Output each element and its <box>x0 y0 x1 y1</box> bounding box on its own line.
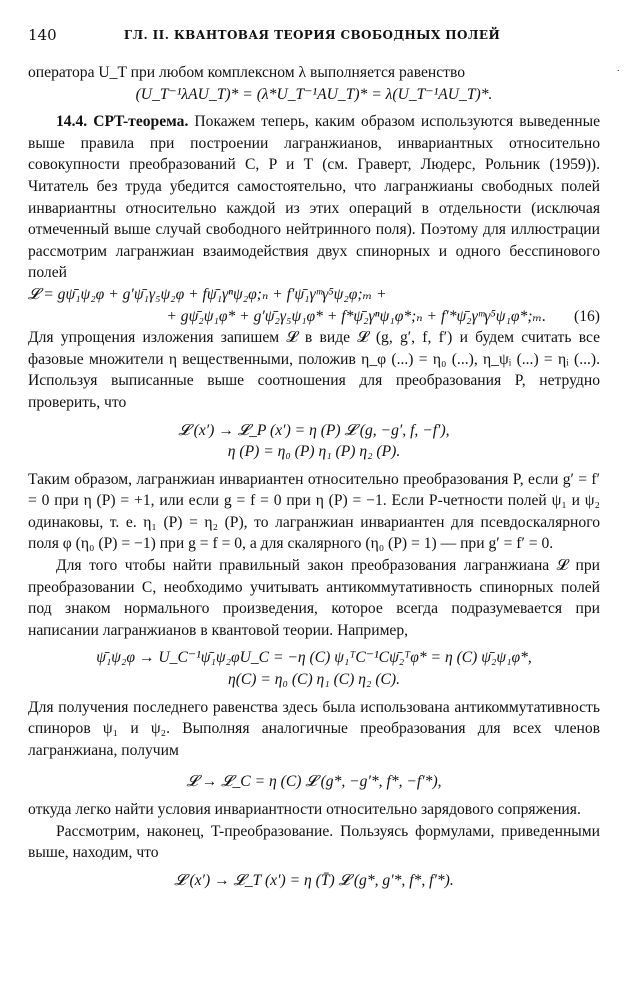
paragraph-7: Рассмотрим, наконец, T-преобразование. Пользуясь формулами, приведенными выше, находим, что <box>28 822 600 862</box>
equation-16-line-1: 𝓛 = gψ̄₁ψ₂φ + g′ψ̄₁γ₅ψ₂φ + fψ̄₁γⁿψ₂φ;ₙ + f′ψ̄₁γᵐγ⁵ψ₂φ;ₘ + <box>28 285 387 303</box>
running-head: ГЛ. II. КВАНТОВАЯ ТЕОРИЯ СВОБОДНЫХ ПОЛЕЙ <box>123 28 501 42</box>
equation-p-line-2: η (P) = η₀ (P) η₁ (P) η₂ (P). <box>227 443 401 461</box>
paragraph-4: Для того чтобы найти правильный закон преобразования лагранжиана 𝓛 при преобразовании C, необходимо учитывать антикоммутативность спинорных полей под знаком нормального произведения, которое всегда подразумевается при написании лагранжианов в квантовой теории. Например, <box>28 557 600 639</box>
equation-unitary: (U_T⁻¹λAU_T)* = (λ*U_T⁻¹AU_T)* = λ(U_T⁻¹AU_T)*. <box>135 85 493 103</box>
equation-c-line-1: ψ̄₁ψ₂φ → U_C⁻¹ψ̄₁ψ₂φU_C = −η (C) ψ₁ᵀC⁻¹Cψ̄₂ᵀφ* = η (C) ψ̄₂ψ₁φ*, <box>96 649 532 667</box>
section-14-4 <box>28 111 600 284</box>
section-title: 14.4. CPT-теорема. <box>56 113 189 131</box>
paragraph-1-text: оператора U_T при любом комплексном λ выполняется равенство <box>28 64 466 81</box>
equation-number: (16) <box>574 307 600 325</box>
page-number: 140 <box>28 26 57 44</box>
page-body <box>28 62 620 891</box>
margin-mark: ˙ <box>616 68 620 80</box>
equation-16-line-2 <box>28 306 600 328</box>
equation-t-lagrangian: 𝓛 (x′) → 𝓛_T (x′) = η (T̄) 𝓛 (g*, g′*, f*, f′*). <box>174 871 454 889</box>
paragraph-2: Для упрощения изложения запишем 𝓛 в виде 𝓛 (g, g′, f, f′) и будем считать все фазовые множители η вещественными, положив η_φ (...) = η₀ (...), η_ψᵢ (...) = ηᵢ (...). Используя выписанные выше соотношения для преобразования P, нетрудно проверить, что <box>28 329 600 411</box>
paragraph-1 <box>28 62 620 84</box>
paragraph-5: Для получения последнего равенства здесь была использована антикоммутативность спиноров ψ₁ и ψ₂. Выполняя аналогичные преобразования для всех членов лагранжиана, получим <box>28 698 600 759</box>
paragraph-6: откуда легко найти условия инвариантности относительно зарядового сопряжения. <box>28 801 581 818</box>
page-header <box>28 26 596 50</box>
equation-c-lagrangian: 𝓛 → 𝓛_C = η (C) 𝓛 (g*, −g′*, f*, −f′*), <box>186 773 442 791</box>
equation-16-line-2-text: + gψ̄₂ψ₁φ* + g′ψ̄₂γ₅ψ₁φ* + f*ψ̄₂γⁿψ₁φ*;ₙ + f′*ψ̄₂γᵐγ⁵ψ₁φ*;ₘ. <box>166 307 546 325</box>
equation-c-line-2: η(C) = η₀ (C) η₁ (C) η₂ (C). <box>227 671 401 689</box>
paragraph-3: Таким образом, лагранжиан инвариантен относительно преобразования P, если g′ = f′ = 0 при η (P) = +1, или если g = f = 0 при η (P) = −1. Если P-четности полей ψ₁ и ψ₂ одинаковы, т. е. η₁ (P) = η₂ (P), то лагранжиан инвариантен для псевдоскалярного поля φ (η₀ (P) = −1) при g = f = 0, а для скалярного (η₀ (P) = 1) — при g′ = f′ = 0. <box>28 470 600 553</box>
equation-p-line-1: 𝓛 (x′) → 𝓛_P (x′) = η (P) 𝓛 (g, −g′, f, −f′), <box>178 421 450 439</box>
section-text: Покажем теперь, каким образом используются выведенные выше правила при построении лагранжианов, инвариантных относительно совокупности преобразований C, P и T (см. Граверт, Людерс, Рольник (1959)). Читатель без труда убедится самостоятельно, что лагранжианы свободных полей инвариантны относительно каждой из этих операций в отдельности (исключая отмеченный выше случай свободного нейтринного поля). Поэтому для иллюстрации рассмотрим лагранжиан взаимодействия двух спинорных и одного бесспинового полей <box>28 113 601 282</box>
